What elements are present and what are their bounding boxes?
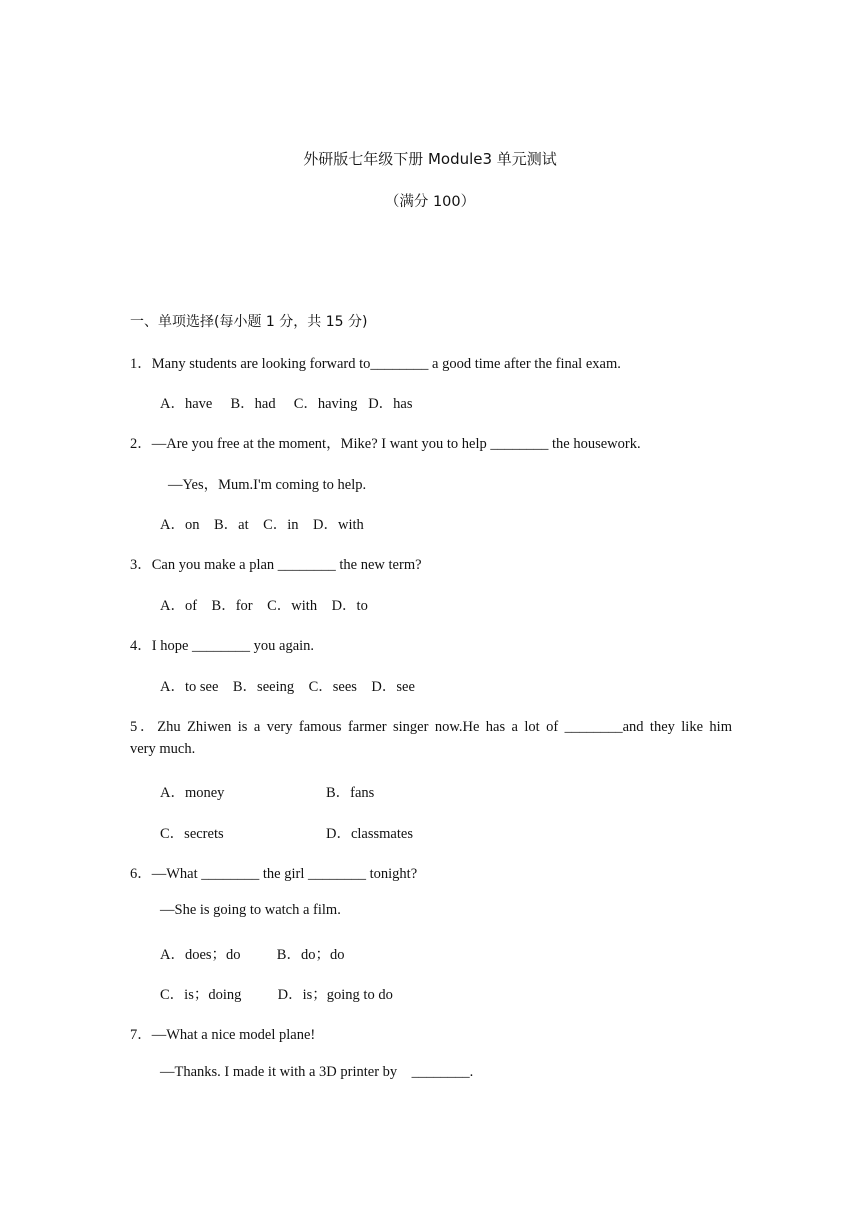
question-3-stem: 3．Can you make a plan ________ the new term? <box>130 557 422 573</box>
document-subtitle: （满分 100） <box>384 194 476 210</box>
question-5-stem-line-1: 5．Zhu Zhiwen is a very famous farmer singer now.He has a lot of ________and they like him <box>130 719 732 735</box>
question-6-options-cd: C．is；doing D．is；going to do <box>160 987 393 1003</box>
question-5-option-c: C．secrets <box>160 826 224 842</box>
question-7-reply: —Thanks. I made it with a 3D printer by ________. <box>160 1064 474 1080</box>
question-6-stem: 6．—What ________ the girl ________ tonight? <box>130 866 418 882</box>
question-7-stem: 7．—What a nice model plane! <box>130 1027 316 1043</box>
document-title: 外研版七年级下册 Module3 单元测试 <box>303 150 557 168</box>
question-5-option-a: A．money <box>160 785 225 801</box>
question-5-option-d: D．classmates <box>326 826 413 842</box>
question-4-options: A．to see B．seeing C．sees D．see <box>160 679 415 695</box>
question-6-reply: —She is going to watch a film. <box>160 902 341 918</box>
question-6-options-ab: A．does；do B．do；do <box>160 947 345 963</box>
question-2-options: A．on B．at C．in D．with <box>160 517 364 533</box>
question-4-stem: 4．I hope ________ you again. <box>130 638 315 654</box>
question-1-options: A．have B．had C．having D．has <box>160 396 413 412</box>
question-5-stem-line-2: very much. <box>130 741 196 757</box>
question-2-stem: 2．—Are you free at the moment，Mike? I want you to help ________ the housework. <box>130 436 641 452</box>
question-1-stem: 1．Many students are looking forward to________ a good time after the final exam. <box>130 356 621 372</box>
question-2-reply: —Yes，Mum.I'm coming to help. <box>168 477 367 493</box>
question-3-options: A．of B．for C．with D．to <box>160 598 368 614</box>
section-heading: 一、单项选择(每小题 1 分，共 15 分) <box>130 314 368 330</box>
question-5-option-b: B．fans <box>326 785 375 801</box>
